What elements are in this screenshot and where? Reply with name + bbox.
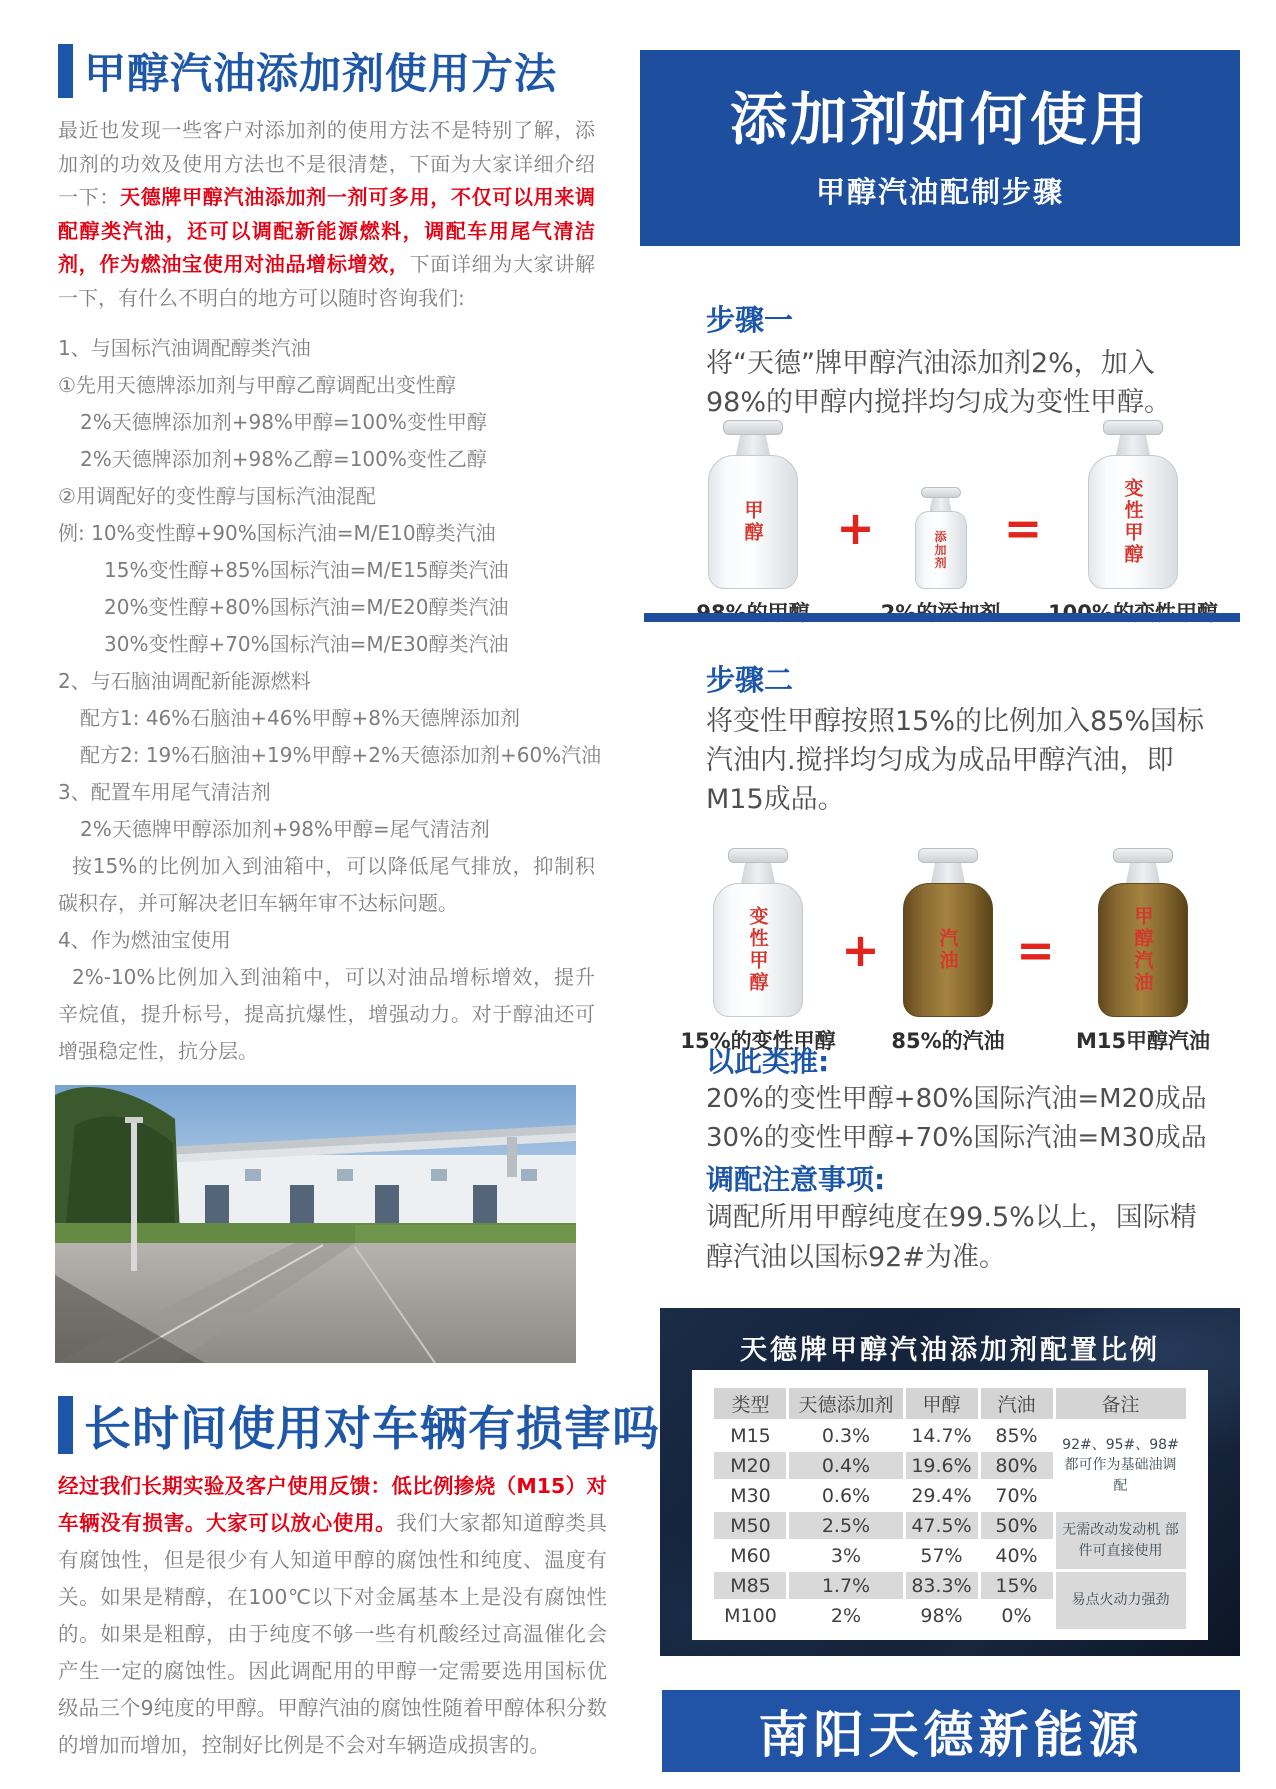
bottle-label: 添加剂: [933, 530, 947, 570]
plus-icon: +: [841, 923, 880, 977]
banner-subtitle: 甲醇汽油配制步骤: [815, 175, 1064, 209]
col-header: 类型: [714, 1388, 786, 1419]
cell: 98%: [906, 1602, 978, 1629]
list-item: 1、与国标汽油调配醇类汽油: [58, 336, 311, 360]
bottle-denatured-methanol: [1058, 420, 1208, 627]
step2-body: 将变性甲醇按照15%的比例加入85%国标汽油内.搅拌均匀成为成品甲醇汽油，即M15成品。: [706, 706, 1205, 815]
bottle-label: 甲醇: [741, 500, 764, 544]
equals-icon: =: [1003, 501, 1043, 555]
damage-paragraph: [58, 1468, 607, 1764]
bottle-label: 汽油: [936, 928, 959, 972]
ratio-table: [711, 1385, 1188, 1632]
analogy-lines: [706, 1080, 1207, 1158]
banner-title: 添加剂如何使用: [730, 87, 1150, 153]
cell: 15%: [981, 1572, 1053, 1599]
list-item: 配方2: 19%石脑油+19%甲醇+2%天德添加剂+60%汽油: [80, 743, 602, 767]
list-item: 2、与石脑油调配新能源燃料: [58, 669, 311, 693]
cell: 57%: [906, 1542, 978, 1569]
col-header: 天德添加剂: [789, 1388, 902, 1419]
table-row: [714, 1422, 1185, 1449]
usage-list: [58, 330, 610, 1070]
bottle-caption: [881, 597, 1001, 627]
list-item: 20%变性醇+80%国标汽油=M/E20醇类汽油: [104, 595, 509, 619]
list-item: 2%天德牌添加剂+98%甲醇=100%变性甲醇: [80, 410, 487, 434]
cell: M20: [714, 1452, 786, 1479]
cell: 40%: [981, 1542, 1053, 1569]
cell: M15: [714, 1422, 786, 1449]
step1-body: 将“天德”牌甲醇汽油添加剂2%，加入98%的甲醇内搅拌均匀成为变性甲醇。: [706, 348, 1172, 418]
bottle-label: 变性甲醇: [746, 906, 769, 994]
cell: 47.5%: [906, 1512, 978, 1539]
bottle-methanol: [688, 420, 818, 627]
cell: M100: [714, 1602, 786, 1629]
bottle-caption: 15%的变性甲醇: [680, 1029, 836, 1053]
table-header-row: [714, 1388, 1185, 1419]
list-item: 2%天德牌甲醇添加剂+98%甲醇=尾气清洁剂: [80, 817, 490, 841]
damage-highlight: 经过我们长期实验及客户使用反馈：低比例掺烧（M15）对车辆没有损害。大家可以放心使用。: [58, 1474, 607, 1535]
analogy-line: 30%的变性甲醇+70%国际汽油=M30成品: [706, 1123, 1207, 1153]
note-cell: 无需改动发动机 部件可直接使用: [1056, 1512, 1186, 1569]
step2-bottle-diagram: [680, 848, 1218, 1055]
ratio-table-panel: [660, 1308, 1240, 1656]
notice-heading: 调配注意事项:: [706, 1163, 886, 1196]
cell: 80%: [981, 1452, 1053, 1479]
analogy-line: 20%的变性甲醇+80%国际汽油=M20成品: [706, 1084, 1207, 1114]
bottle-label: 变性甲醇: [1121, 478, 1144, 566]
cell: 0.3%: [789, 1422, 902, 1449]
intro-text-1: 最近也发现一些客户对添加剂的使用方法不是特别了解，添加剂的功效及使用方法也不是很清楚，下面为大家详细介绍一下：: [58, 118, 595, 209]
list-item: 按15%的比例加入到油箱中，可以降低尾气排放，抑制积碳积存，并可解决老旧车辆年审不达标问题。: [58, 854, 595, 915]
step1-heading: 步骤一: [706, 303, 794, 337]
col-header: 甲醇: [906, 1388, 978, 1419]
cell: 85%: [981, 1422, 1053, 1449]
cell: 0.6%: [789, 1482, 902, 1509]
list-item: ①先用天德牌添加剂与甲醇乙醇调配出变性醇: [58, 373, 456, 397]
cell: M60: [714, 1542, 786, 1569]
list-item: 配方1: 46%石脑油+46%甲醇+8%天德牌添加剂: [80, 706, 520, 730]
right-header-banner: [640, 50, 1240, 246]
list-item: 3、配置车用尾气清洁剂: [58, 780, 271, 804]
list-item: 2%天德牌添加剂+98%乙醇=100%变性乙醇: [80, 447, 487, 471]
cell: 19.6%: [906, 1452, 978, 1479]
section1-title-text: 甲醇汽油添加剂使用方法: [84, 49, 558, 98]
intro-paragraph: [58, 114, 595, 315]
table-row: [714, 1512, 1185, 1539]
cell: 70%: [981, 1482, 1053, 1509]
notice-body: 调配所用甲醇纯度在99.5%以上，国际精醇汽油以国标92#为准。: [706, 1202, 1197, 1273]
bottle-icon: [915, 487, 967, 589]
bottle-caption: [696, 597, 809, 627]
title-accent-bar: [58, 44, 73, 98]
bottle-icon: [1098, 848, 1188, 1017]
note-cell: 92#、95#、98# 都可作为基础油调配: [1056, 1422, 1186, 1509]
intro-highlight: 天德牌甲醇汽油添加剂一剂可多用，不仅可以用来调配醇类汽油，还可以调配新能源燃料，调配车用尾气清洁剂，作为燃油宝使用对油品增标增效，: [58, 185, 596, 276]
section2-title-text: 长时间使用对车辆有损害吗: [84, 1401, 660, 1457]
section-divider: [644, 613, 1240, 622]
bottle-additive: [893, 487, 988, 627]
company-footer: 南阳天德新能源: [662, 1690, 1240, 1772]
bottle-label: 甲醇汽油: [1131, 906, 1154, 994]
cell: M30: [714, 1482, 786, 1509]
step2-heading: 步骤二: [706, 663, 794, 697]
cell: 2.5%: [789, 1512, 902, 1539]
ratio-table-title: 天德牌甲醇汽油添加剂配置比例: [740, 1335, 1160, 1366]
table-row: [714, 1572, 1185, 1599]
plus-icon: +: [836, 501, 875, 555]
title-accent-bar: [58, 1396, 73, 1454]
cell: 0.4%: [789, 1452, 902, 1479]
col-header: 备注: [1056, 1388, 1186, 1419]
col-header: 汽油: [981, 1388, 1053, 1419]
cell: M85: [714, 1572, 786, 1599]
note-cell: 易点火动力强劲: [1056, 1572, 1186, 1629]
cell: 2%: [789, 1602, 902, 1629]
section2-title: [58, 1395, 660, 1455]
list-item: ②用调配好的变性醇与国标汽油混配: [58, 484, 376, 508]
cell: M50: [714, 1512, 786, 1539]
factory-photo: [55, 1085, 576, 1363]
section1-title: [58, 44, 557, 98]
cell: 0%: [981, 1602, 1053, 1629]
list-item: 15%变性醇+85%国标汽油=M/E15醇类汽油: [104, 558, 509, 582]
cell: 50%: [981, 1512, 1053, 1539]
intro-text-2: 下面详细为大家讲解一下，有什么不明白的地方可以随时咨询我们:: [58, 252, 596, 310]
bottle-icon: [708, 420, 798, 589]
list-item: 30%变性醇+70%国标汽油=M/E30醇类汽油: [104, 632, 509, 656]
cell: 83.3%: [906, 1572, 978, 1599]
bottle-denatured-methanol: [680, 848, 836, 1055]
cell: 1.7%: [789, 1572, 902, 1599]
bottle-caption: [1048, 597, 1218, 627]
list-item: 2%-10%比例加入到油箱中，可以对油品增标增效，提升辛烷值，提升标号，提高抗爆性，增强动力。对于醇油还可增强稳定性，抗分层。: [58, 965, 595, 1063]
bottle-caption: M15甲醇汽油: [1075, 1029, 1211, 1053]
bottle-gasoline: [893, 848, 1003, 1055]
bottle-methanol-gasoline: [1068, 848, 1218, 1055]
cell: 29.4%: [906, 1482, 978, 1509]
ratio-table-card: [692, 1370, 1208, 1640]
list-item: 例: 10%变性醇+90%国标汽油=M/E10醇类汽油: [58, 521, 496, 545]
bottle-icon: [713, 848, 803, 1017]
damage-text: 我们大家都知道醇类具有腐蚀性，但是很少有人知道甲醇的腐蚀性和纯度、温度有关。如果是精醇，在100℃以下对金属基本上是没有腐蚀性的。如果是粗醇，由于纯度不够一些有机酸经过高温催化会产生一定的腐蚀性。因此调配用的甲醇一定需要选用国标优级品三个9纯度的甲醇。甲醇汽油的腐蚀性随着甲醇体积分数的增加而增加，控制好比例是不会对车辆造成损害的。: [58, 1511, 608, 1757]
bottle-icon: [1088, 420, 1178, 589]
step1-bottle-diagram: [688, 420, 1208, 627]
equals-icon: =: [1016, 923, 1055, 977]
list-item: 4、作为燃油宝使用: [58, 928, 231, 952]
cell: 3%: [789, 1542, 902, 1569]
cell: 14.7%: [906, 1422, 978, 1449]
bottle-caption: 85%的汽油: [891, 1029, 1005, 1053]
analogy-heading: 以此类推:: [706, 1045, 830, 1078]
bottle-icon: [903, 848, 993, 1017]
